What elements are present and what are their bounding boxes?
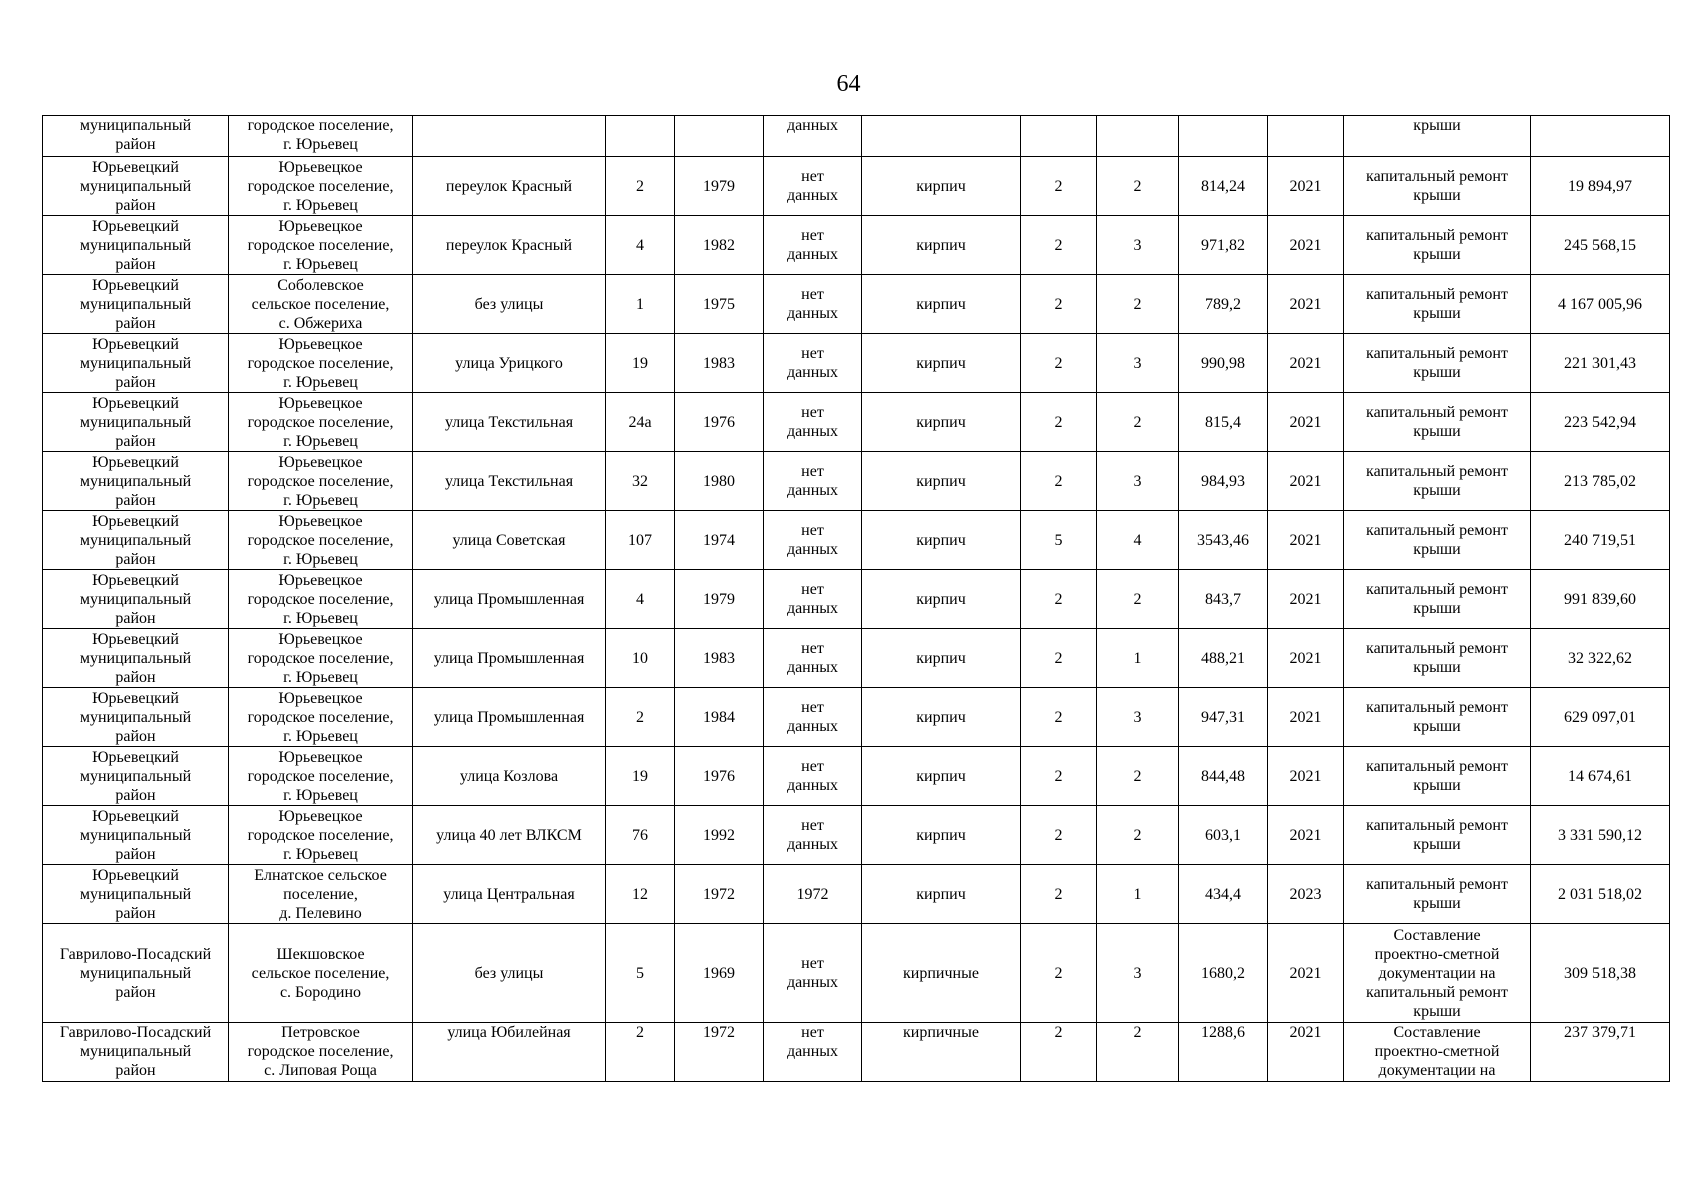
cell-commission-year: нет данных bbox=[764, 1023, 862, 1082]
cell-area: 1680,2 bbox=[1179, 924, 1268, 1023]
cell-settlement: городское поселение, г. Юрьевец bbox=[229, 116, 413, 157]
cell-cost: 14 674,61 bbox=[1531, 747, 1670, 806]
cell-floors: 2 bbox=[1021, 570, 1097, 629]
cell-work-type: капитальный ремонт крыши bbox=[1344, 806, 1531, 865]
cell-commission-year: нет данных bbox=[764, 688, 862, 747]
cell-district: Юрьевецкий муниципальный район bbox=[43, 216, 229, 275]
cell-district: Юрьевецкий муниципальный район bbox=[43, 452, 229, 511]
cell-floors: 2 bbox=[1021, 393, 1097, 452]
cell-house-number: 2 bbox=[606, 688, 675, 747]
cell-commission-year: нет данных bbox=[764, 393, 862, 452]
cell-work-type: капитальный ремонт крыши bbox=[1344, 216, 1531, 275]
cell-district: Гаврилово-Посадский муниципальный район bbox=[43, 924, 229, 1023]
cell-district: Юрьевецкий муниципальный район bbox=[43, 747, 229, 806]
cell-floors: 2 bbox=[1021, 806, 1097, 865]
cell-cost: 221 301,43 bbox=[1531, 334, 1670, 393]
cell-floors: 5 bbox=[1021, 511, 1097, 570]
cell-house-number: 10 bbox=[606, 629, 675, 688]
cell-street: без улицы bbox=[413, 924, 606, 1023]
cell-district: Гаврилово-Посадский муниципальный район bbox=[43, 1023, 229, 1082]
cell-district: Юрьевецкий муниципальный район bbox=[43, 275, 229, 334]
cell-area: 3543,46 bbox=[1179, 511, 1268, 570]
cell-area: 603,1 bbox=[1179, 806, 1268, 865]
cell-commission-year: нет данных bbox=[764, 570, 862, 629]
cell-plan-year: 2021 bbox=[1268, 393, 1344, 452]
cell-wall-material: кирпичные bbox=[862, 1023, 1021, 1082]
cell-house-number: 4 bbox=[606, 216, 675, 275]
cell-area: 789,2 bbox=[1179, 275, 1268, 334]
cell-entrances bbox=[1097, 116, 1179, 157]
cell-plan-year: 2021 bbox=[1268, 629, 1344, 688]
cell-settlement: Юрьевецкое городское поселение, г. Юрьевец bbox=[229, 216, 413, 275]
cell-street: улица Урицкого bbox=[413, 334, 606, 393]
cell-floors: 2 bbox=[1021, 1023, 1097, 1082]
cell-plan-year: 2021 bbox=[1268, 688, 1344, 747]
cell-entrances: 3 bbox=[1097, 452, 1179, 511]
table-row bbox=[43, 216, 1670, 275]
cell-work-type: крыши bbox=[1344, 116, 1531, 157]
cell-commission-year: нет данных bbox=[764, 747, 862, 806]
page-number: 64 bbox=[836, 71, 861, 97]
cell-cost: 213 785,02 bbox=[1531, 452, 1670, 511]
cell-settlement: Елнатское сельское поселение, д. Пелевино bbox=[229, 865, 413, 924]
cell-district: Юрьевецкий муниципальный район bbox=[43, 806, 229, 865]
cell-cost: 2 031 518,02 bbox=[1531, 865, 1670, 924]
table-row bbox=[43, 924, 1670, 1023]
cell-commission-year: нет данных bbox=[764, 334, 862, 393]
cell-build-year: 1980 bbox=[675, 452, 764, 511]
cell-plan-year: 2023 bbox=[1268, 865, 1344, 924]
table-row bbox=[43, 688, 1670, 747]
cell-wall-material: кирпич bbox=[862, 747, 1021, 806]
cell-commission-year: нет данных bbox=[764, 216, 862, 275]
cell-settlement: Юрьевецкое городское поселение, г. Юрьевец bbox=[229, 629, 413, 688]
cell-district: Юрьевецкий муниципальный район bbox=[43, 629, 229, 688]
cell-entrances: 3 bbox=[1097, 688, 1179, 747]
cell-settlement: Юрьевецкое городское поселение, г. Юрьевец bbox=[229, 570, 413, 629]
cell-work-type: капитальный ремонт крыши bbox=[1344, 157, 1531, 216]
cell-work-type: капитальный ремонт крыши bbox=[1344, 747, 1531, 806]
cell-plan-year: 2021 bbox=[1268, 334, 1344, 393]
cell-street: улица Козлова bbox=[413, 747, 606, 806]
cell-plan-year: 2021 bbox=[1268, 275, 1344, 334]
cell-entrances: 2 bbox=[1097, 570, 1179, 629]
cell-work-type: капитальный ремонт крыши bbox=[1344, 334, 1531, 393]
cell-house-number: 12 bbox=[606, 865, 675, 924]
cell-work-type: капитальный ремонт крыши bbox=[1344, 275, 1531, 334]
cell-wall-material: кирпич bbox=[862, 629, 1021, 688]
cell-cost: 309 518,38 bbox=[1531, 924, 1670, 1023]
cell-street: улица Промышленная bbox=[413, 688, 606, 747]
cell-floors bbox=[1021, 116, 1097, 157]
cell-settlement: Юрьевецкое городское поселение, г. Юрьевец bbox=[229, 747, 413, 806]
cell-house-number: 2 bbox=[606, 157, 675, 216]
cell-floors: 2 bbox=[1021, 334, 1097, 393]
cell-cost: 4 167 005,96 bbox=[1531, 275, 1670, 334]
cell-area: 971,82 bbox=[1179, 216, 1268, 275]
cell-cost: 991 839,60 bbox=[1531, 570, 1670, 629]
housing-repair-table bbox=[42, 115, 1670, 1082]
cell-work-type: капитальный ремонт крыши bbox=[1344, 511, 1531, 570]
cell-work-type: капитальный ремонт крыши bbox=[1344, 688, 1531, 747]
cell-build-year: 1979 bbox=[675, 157, 764, 216]
cell-area: 488,21 bbox=[1179, 629, 1268, 688]
cell-cost: 32 322,62 bbox=[1531, 629, 1670, 688]
cell-entrances: 2 bbox=[1097, 157, 1179, 216]
cell-build-year: 1979 bbox=[675, 570, 764, 629]
cell-floors: 2 bbox=[1021, 924, 1097, 1023]
cell-street bbox=[413, 116, 606, 157]
cell-commission-year: нет данных bbox=[764, 511, 862, 570]
cell-commission-year: нет данных bbox=[764, 629, 862, 688]
cell-commission-year: нет данных bbox=[764, 157, 862, 216]
table-row bbox=[43, 747, 1670, 806]
cell-settlement: Юрьевецкое городское поселение, г. Юрьевец bbox=[229, 511, 413, 570]
cell-wall-material: кирпич bbox=[862, 157, 1021, 216]
cell-entrances: 1 bbox=[1097, 865, 1179, 924]
cell-build-year: 1983 bbox=[675, 629, 764, 688]
cell-house-number: 32 bbox=[606, 452, 675, 511]
cell-commission-year: данных bbox=[764, 116, 862, 157]
cell-build-year: 1976 bbox=[675, 747, 764, 806]
cell-build-year: 1969 bbox=[675, 924, 764, 1023]
cell-settlement: Юрьевецкое городское поселение, г. Юрьевец bbox=[229, 393, 413, 452]
cell-house-number: 24а bbox=[606, 393, 675, 452]
cell-street: улица Промышленная bbox=[413, 570, 606, 629]
cell-build-year: 1992 bbox=[675, 806, 764, 865]
cell-work-type: капитальный ремонт крыши bbox=[1344, 393, 1531, 452]
cell-plan-year: 2021 bbox=[1268, 806, 1344, 865]
cell-settlement: Юрьевецкое городское поселение, г. Юрьевец bbox=[229, 688, 413, 747]
cell-plan-year: 2021 bbox=[1268, 747, 1344, 806]
cell-commission-year: нет данных bbox=[764, 275, 862, 334]
cell-plan-year: 2021 bbox=[1268, 511, 1344, 570]
cell-street: без улицы bbox=[413, 275, 606, 334]
cell-work-type: капитальный ремонт крыши bbox=[1344, 629, 1531, 688]
cell-house-number bbox=[606, 116, 675, 157]
cell-cost: 237 379,71 bbox=[1531, 1023, 1670, 1082]
cell-work-type: Составление проектно-сметной документации на bbox=[1344, 1023, 1531, 1082]
cell-floors: 2 bbox=[1021, 157, 1097, 216]
table-row bbox=[43, 570, 1670, 629]
cell-plan-year: 2021 bbox=[1268, 216, 1344, 275]
cell-floors: 2 bbox=[1021, 865, 1097, 924]
cell-floors: 2 bbox=[1021, 688, 1097, 747]
cell-street: переулок Красный bbox=[413, 157, 606, 216]
cell-build-year: 1972 bbox=[675, 1023, 764, 1082]
cell-commission-year: нет данных bbox=[764, 452, 862, 511]
cell-area: 990,98 bbox=[1179, 334, 1268, 393]
cell-house-number: 4 bbox=[606, 570, 675, 629]
cell-wall-material bbox=[862, 116, 1021, 157]
cell-cost: 19 894,97 bbox=[1531, 157, 1670, 216]
cell-area: 814,24 bbox=[1179, 157, 1268, 216]
cell-house-number: 2 bbox=[606, 1023, 675, 1082]
cell-build-year bbox=[675, 116, 764, 157]
cell-work-type: Составление проектно-сметной документации на капитальный ремонт крыши bbox=[1344, 924, 1531, 1023]
table-row bbox=[43, 116, 1670, 157]
cell-entrances: 2 bbox=[1097, 806, 1179, 865]
cell-cost: 3 331 590,12 bbox=[1531, 806, 1670, 865]
cell-street: переулок Красный bbox=[413, 216, 606, 275]
cell-entrances: 3 bbox=[1097, 216, 1179, 275]
cell-house-number: 107 bbox=[606, 511, 675, 570]
cell-wall-material: кирпич bbox=[862, 806, 1021, 865]
cell-area: 1288,6 bbox=[1179, 1023, 1268, 1082]
table-row bbox=[43, 334, 1670, 393]
cell-district: Юрьевецкий муниципальный район bbox=[43, 865, 229, 924]
cell-wall-material: кирпич bbox=[862, 865, 1021, 924]
cell-entrances: 1 bbox=[1097, 629, 1179, 688]
cell-floors: 2 bbox=[1021, 216, 1097, 275]
cell-build-year: 1974 bbox=[675, 511, 764, 570]
cell-district: муниципальный район bbox=[43, 116, 229, 157]
cell-street: улица Промышленная bbox=[413, 629, 606, 688]
cell-entrances: 4 bbox=[1097, 511, 1179, 570]
cell-wall-material: кирпич bbox=[862, 570, 1021, 629]
cell-cost: 240 719,51 bbox=[1531, 511, 1670, 570]
cell-district: Юрьевецкий муниципальный район bbox=[43, 511, 229, 570]
cell-house-number: 76 bbox=[606, 806, 675, 865]
table-row bbox=[43, 157, 1670, 216]
cell-area bbox=[1179, 116, 1268, 157]
cell-house-number: 19 bbox=[606, 334, 675, 393]
cell-district: Юрьевецкий муниципальный район bbox=[43, 157, 229, 216]
cell-wall-material: кирпич bbox=[862, 393, 1021, 452]
cell-settlement: Юрьевецкое городское поселение, г. Юрьевец bbox=[229, 334, 413, 393]
cell-house-number: 19 bbox=[606, 747, 675, 806]
cell-area: 843,7 bbox=[1179, 570, 1268, 629]
cell-street: улица Советская bbox=[413, 511, 606, 570]
cell-plan-year: 2021 bbox=[1268, 452, 1344, 511]
cell-district: Юрьевецкий муниципальный район bbox=[43, 688, 229, 747]
cell-build-year: 1975 bbox=[675, 275, 764, 334]
cell-area: 434,4 bbox=[1179, 865, 1268, 924]
cell-cost: 629 097,01 bbox=[1531, 688, 1670, 747]
cell-settlement: Петровское городское поселение, с. Липовая Роща bbox=[229, 1023, 413, 1082]
cell-wall-material: кирпич bbox=[862, 275, 1021, 334]
cell-entrances: 2 bbox=[1097, 393, 1179, 452]
cell-plan-year: 2021 bbox=[1268, 924, 1344, 1023]
cell-build-year: 1976 bbox=[675, 393, 764, 452]
cell-area: 815,4 bbox=[1179, 393, 1268, 452]
cell-wall-material: кирпич bbox=[862, 688, 1021, 747]
table-row bbox=[43, 511, 1670, 570]
cell-street: улица Текстильная bbox=[413, 452, 606, 511]
cell-district: Юрьевецкий муниципальный район bbox=[43, 570, 229, 629]
cell-street: улица Центральная bbox=[413, 865, 606, 924]
table-body bbox=[43, 116, 1670, 1082]
cell-floors: 2 bbox=[1021, 275, 1097, 334]
table-row bbox=[43, 629, 1670, 688]
cell-area: 947,31 bbox=[1179, 688, 1268, 747]
cell-cost: 245 568,15 bbox=[1531, 216, 1670, 275]
cell-plan-year: 2021 bbox=[1268, 1023, 1344, 1082]
cell-wall-material: кирпичные bbox=[862, 924, 1021, 1023]
cell-entrances: 3 bbox=[1097, 334, 1179, 393]
table-row bbox=[43, 452, 1670, 511]
cell-commission-year: нет данных bbox=[764, 924, 862, 1023]
cell-plan-year: 2021 bbox=[1268, 157, 1344, 216]
table-row bbox=[43, 806, 1670, 865]
cell-cost bbox=[1531, 116, 1670, 157]
cell-plan-year: 2021 bbox=[1268, 570, 1344, 629]
cell-wall-material: кирпич bbox=[862, 334, 1021, 393]
cell-entrances: 2 bbox=[1097, 275, 1179, 334]
cell-build-year: 1972 bbox=[675, 865, 764, 924]
cell-work-type: капитальный ремонт крыши bbox=[1344, 865, 1531, 924]
cell-settlement: Шекшовское сельское поселение, с. Бородино bbox=[229, 924, 413, 1023]
cell-settlement: Соболевское сельское поселение, с. Обжериха bbox=[229, 275, 413, 334]
cell-street: улица Юбилейная bbox=[413, 1023, 606, 1082]
cell-build-year: 1982 bbox=[675, 216, 764, 275]
table-row bbox=[43, 865, 1670, 924]
cell-district: Юрьевецкий муниципальный район bbox=[43, 393, 229, 452]
cell-area: 844,48 bbox=[1179, 747, 1268, 806]
cell-cost: 223 542,94 bbox=[1531, 393, 1670, 452]
cell-area: 984,93 bbox=[1179, 452, 1268, 511]
cell-wall-material: кирпич bbox=[862, 216, 1021, 275]
table-row bbox=[43, 393, 1670, 452]
cell-floors: 2 bbox=[1021, 452, 1097, 511]
cell-street: улица 40 лет ВЛКСМ bbox=[413, 806, 606, 865]
cell-settlement: Юрьевецкое городское поселение, г. Юрьевец bbox=[229, 452, 413, 511]
cell-floors: 2 bbox=[1021, 629, 1097, 688]
cell-settlement: Юрьевецкое городское поселение, г. Юрьевец bbox=[229, 806, 413, 865]
cell-work-type: капитальный ремонт крыши bbox=[1344, 570, 1531, 629]
cell-wall-material: кирпич bbox=[862, 452, 1021, 511]
cell-house-number: 1 bbox=[606, 275, 675, 334]
cell-entrances: 2 bbox=[1097, 1023, 1179, 1082]
cell-entrances: 3 bbox=[1097, 924, 1179, 1023]
cell-commission-year: нет данных bbox=[764, 806, 862, 865]
table-row bbox=[43, 275, 1670, 334]
cell-floors: 2 bbox=[1021, 747, 1097, 806]
cell-wall-material: кирпич bbox=[862, 511, 1021, 570]
cell-plan-year bbox=[1268, 116, 1344, 157]
cell-work-type: капитальный ремонт крыши bbox=[1344, 452, 1531, 511]
cell-commission-year: 1972 bbox=[764, 865, 862, 924]
cell-build-year: 1983 bbox=[675, 334, 764, 393]
cell-house-number: 5 bbox=[606, 924, 675, 1023]
table-row bbox=[43, 1023, 1670, 1082]
cell-entrances: 2 bbox=[1097, 747, 1179, 806]
cell-district: Юрьевецкий муниципальный район bbox=[43, 334, 229, 393]
cell-settlement: Юрьевецкое городское поселение, г. Юрьевец bbox=[229, 157, 413, 216]
cell-street: улица Текстильная bbox=[413, 393, 606, 452]
cell-build-year: 1984 bbox=[675, 688, 764, 747]
